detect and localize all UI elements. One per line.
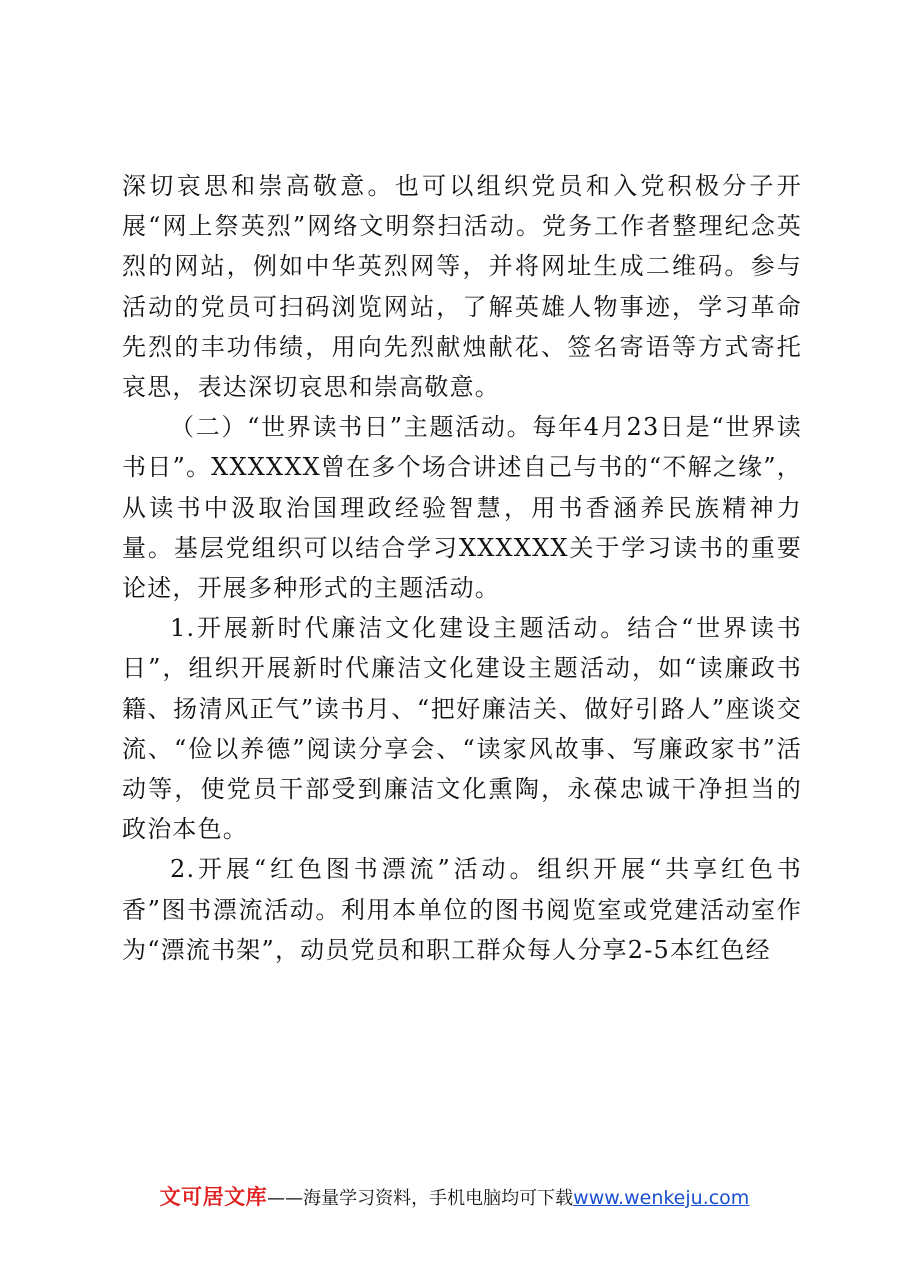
footer-brand: 文可居文库 [159, 1185, 268, 1209]
document-body [122, 166, 802, 970]
footer-slogan: ——海量学习资料，手机电脑均可下载 [267, 1188, 574, 1209]
page-footer [0, 1181, 909, 1211]
paragraph-4: 2.开展“红色图书漂流”活动。组织开展“共享红色书香”图书漂流活动。利用本单位的图书阅览室或党建活动室作为“漂流书架”，动员党员和职工群众每人分享2-5本红色经 [122, 855, 802, 964]
paragraph-2: （二）“世界读书日”主题活动。每年4月23日是“世界读书日”。XXXXXX曾在多个场合讲述自己与书的“不解之缘”，从读书中汲取治国理政经验智慧，用书香涵养民族精神力量。基层党组织可以结合学习XXXXXX关于学习读书的重要论述，开展多种形式的主题活动。 [122, 413, 802, 603]
footer-url-link[interactable]: www.wenkeju.com [573, 1187, 750, 1209]
paragraph-3: 1.开展新时代廉洁文化建设主题活动。结合“世界读书日”，组织开展新时代廉洁文化建设主题活动，如“读廉政书籍、扬清风正气”读书月、“把好廉洁关、做好引路人”座谈交流、“俭以养德”阅读分享会、“读家风故事、写廉政家书”活动等，使党员干部受到廉洁文化熏陶，永葆忠诚干净担当的政治本色。 [122, 614, 802, 844]
paragraph-1: 深切哀思和崇高敬意。也可以组织党员和入党积极分子开展“网上祭英烈”网络文明祭扫活动。党务工作者整理纪念英烈的网站，例如中华英烈网等，并将网址生成二维码。参与活动的党员可扫码浏览网站，了解英雄人物事迹，学习革命先烈的丰功伟绩，用向先烈献烛献花、签名寄语等方式寄托哀思，表达深切哀思和崇高敬意。 [122, 172, 802, 402]
